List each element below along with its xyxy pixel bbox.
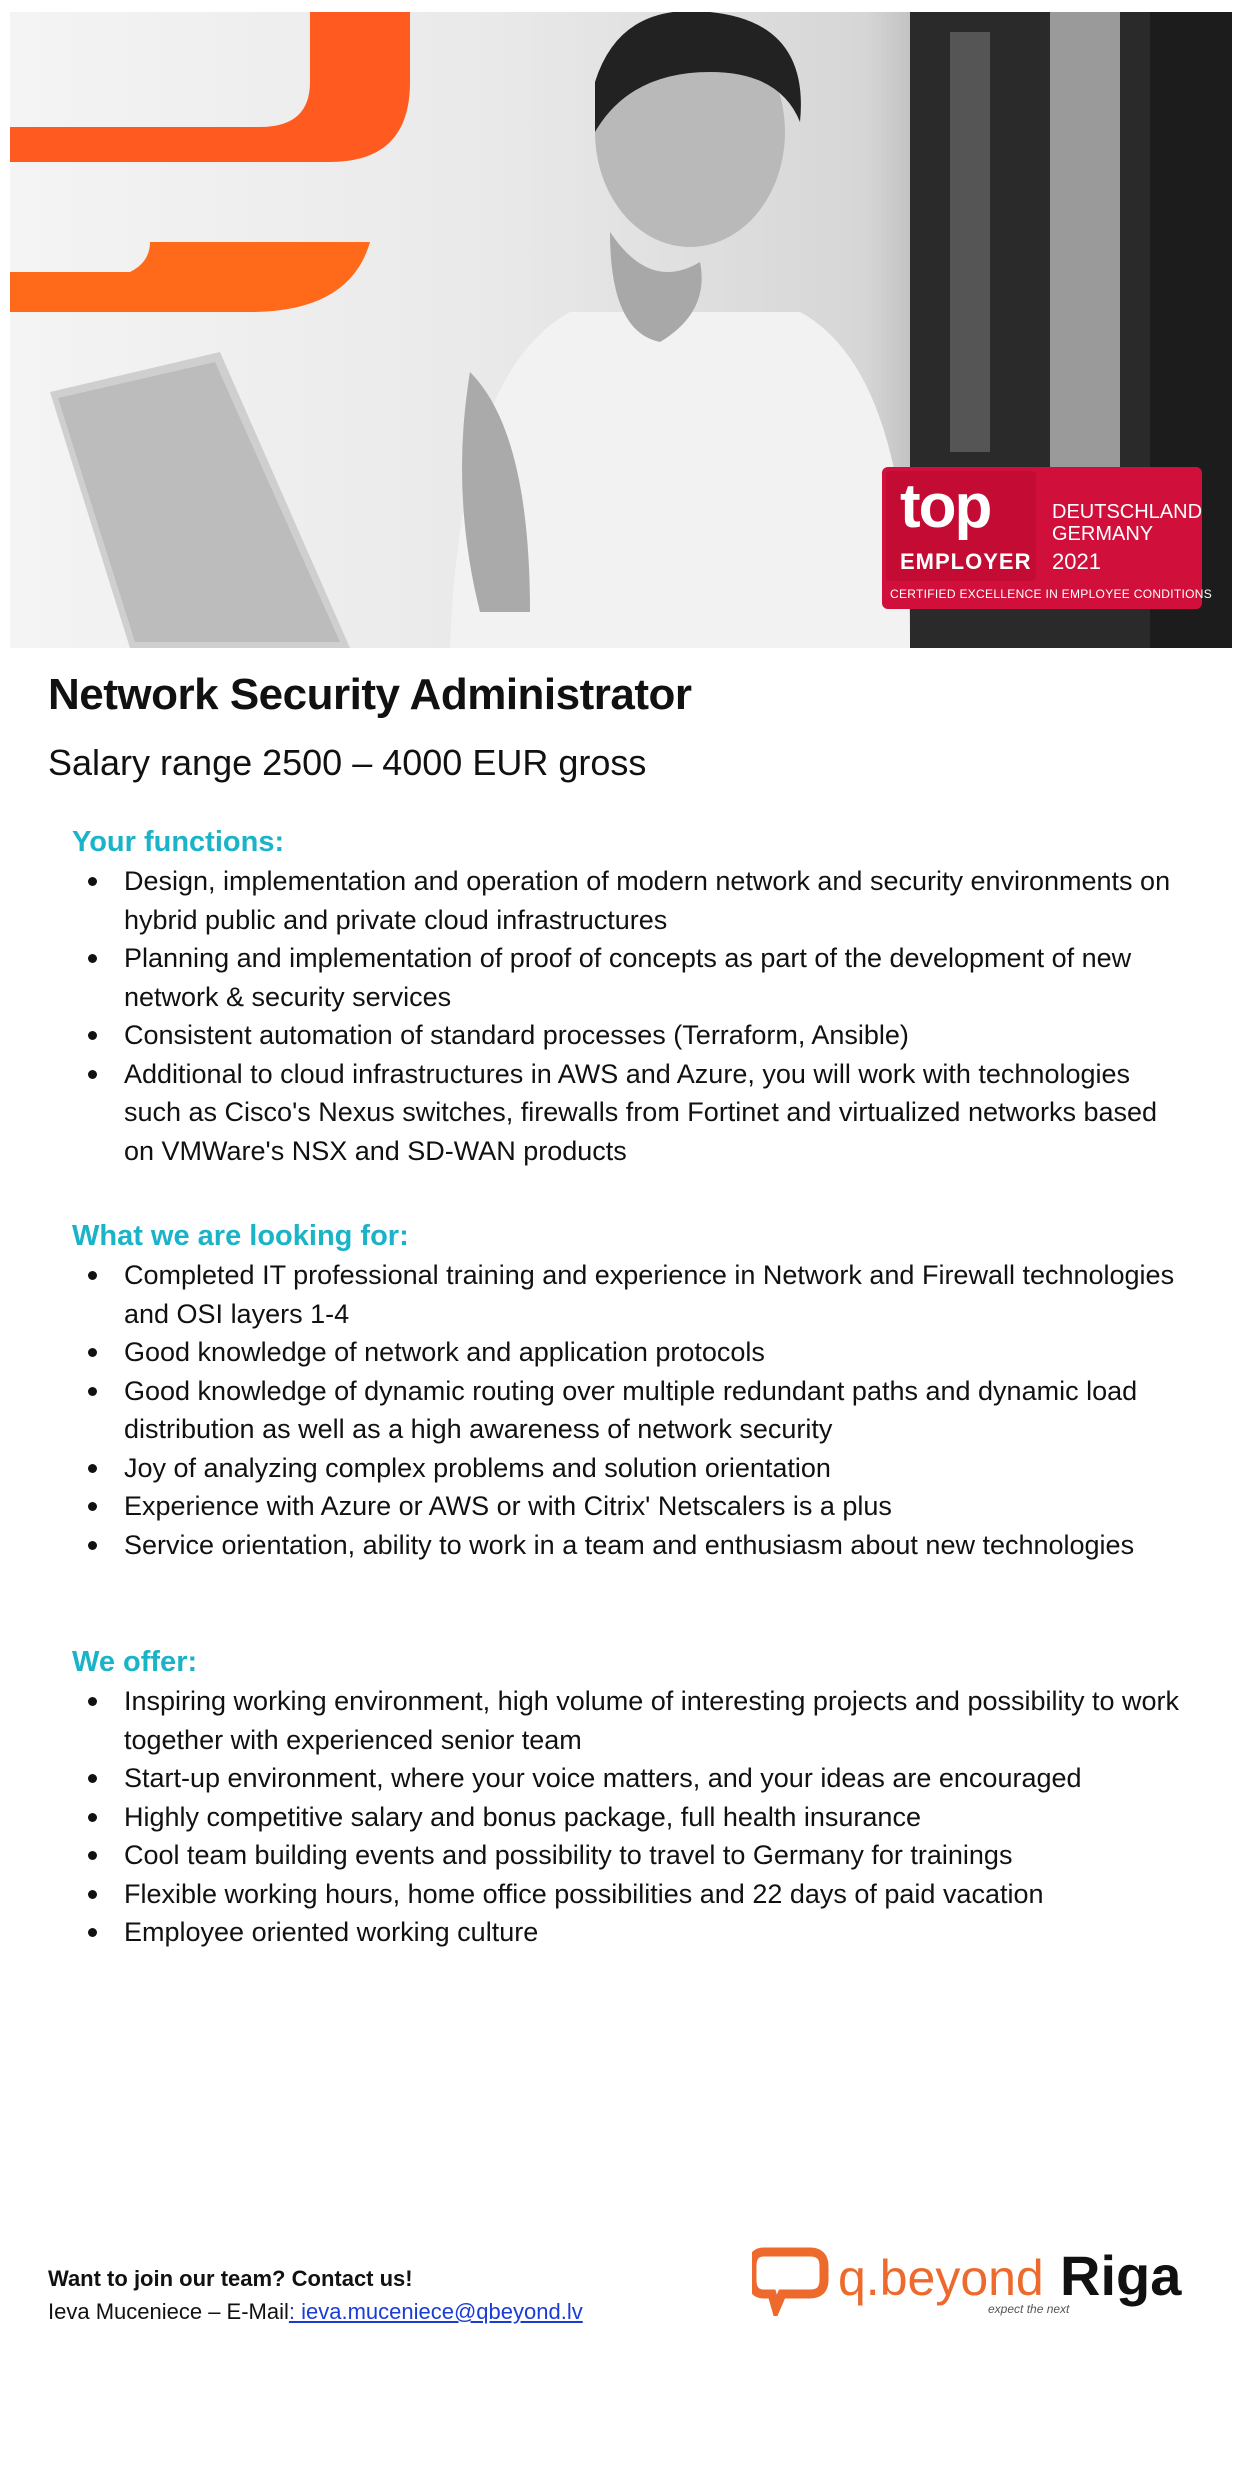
contact-footer — [48, 2262, 583, 2328]
hero-image — [10, 12, 1232, 648]
badge-employer: EMPLOYER — [900, 549, 1032, 574]
list-item: Design, implementation and operation of modern network and security environments on hybrid public and private cloud infrastructures — [72, 862, 1192, 939]
functions-list — [72, 862, 1192, 1170]
job-title: Network Security Administrator — [48, 670, 692, 719]
offer-list — [72, 1682, 1192, 1952]
list-item: Highly competitive salary and bonus package, full health insurance — [72, 1798, 1192, 1837]
list-item: Planning and implementation of proof of concepts as part of the development of new network & security services — [72, 939, 1192, 1016]
list-item: Good knowledge of dynamic routing over multiple redundant paths and dynamic load distribution as well as a high awareness of network security — [72, 1372, 1192, 1449]
logo-tagline: expect the next — [988, 2302, 1070, 2316]
badge-country — [1052, 501, 1202, 545]
badge-certified: CERTIFIED EXCELLENCE IN EMPLOYEE CONDITIONS — [890, 587, 1213, 601]
contact-cta: Want to join our team? Contact us! — [48, 2266, 413, 2291]
badge-left-panel — [886, 471, 1036, 581]
logo-brand: q.beyond — [838, 2250, 1044, 2306]
section-we-offer — [72, 1642, 1192, 1952]
qbeyond-logo — [752, 2240, 1192, 2320]
logo-city: Riga — [1060, 2244, 1182, 2307]
list-item: Employee oriented working culture — [72, 1913, 1192, 1952]
list-item: Completed IT professional training and experience in Network and Firewall technologies and OSI layers 1-4 — [72, 1256, 1192, 1333]
orange-curve-top — [10, 12, 410, 162]
badge-year: 2021 — [1052, 549, 1101, 574]
badge-country-de: DEUTSCHLAND — [1052, 501, 1203, 523]
list-item: Experience with Azure or AWS or with Citrix' Netscalers is a plus — [72, 1487, 1192, 1526]
section-heading-we-offer: We offer: — [72, 1646, 198, 1678]
list-item: Joy of analyzing complex problems and solution orientation — [72, 1449, 1192, 1488]
salary-range: Salary range 2500 – 4000 EUR gross — [48, 742, 647, 783]
list-item: Good knowledge of network and application protocols — [72, 1333, 1192, 1372]
section-heading-looking-for: What we are looking for: — [72, 1220, 409, 1252]
list-item: Inspiring working environment, high volume of interesting projects and possibility to work together with experienced senior team — [72, 1682, 1192, 1759]
badge-country-en: GERMANY — [1052, 523, 1154, 545]
section-looking-for — [72, 1216, 1192, 1564]
contact-line — [48, 2295, 583, 2328]
section-heading-functions: Your functions: — [72, 826, 285, 858]
list-item: Consistent automation of standard processes (Terraform, Ansible) — [72, 1016, 1192, 1055]
list-item: Cool team building events and possibility to travel to Germany for trainings — [72, 1836, 1192, 1875]
email-link[interactable]: : ieva.muceniece@qbeyond.lv — [288, 2299, 583, 2324]
contact-name: Ieva Muceniece – E-Mail — [48, 2299, 289, 2324]
top-employer-badge — [882, 467, 1213, 609]
list-item: Additional to cloud infrastructures in AWS and Azure, you will work with technologies such as Cisco's Nexus switches, firewalls from Fortinet and virtualized networks based on VMWare's NSX and SD-WAN products — [72, 1055, 1192, 1171]
list-item: Service orientation, ability to work in a team and enthusiasm about new technologies — [72, 1526, 1192, 1565]
speech-bubble-icon — [752, 2246, 832, 2316]
orange-curve-middle — [10, 242, 370, 312]
looking-for-list — [72, 1256, 1192, 1564]
section-functions — [72, 822, 1192, 1170]
list-item: Start-up environment, where your voice matters, and your ideas are encouraged — [72, 1759, 1192, 1798]
badge-top-word: top — [900, 472, 991, 541]
list-item: Flexible working hours, home office possibilities and 22 days of paid vacation — [72, 1875, 1192, 1914]
